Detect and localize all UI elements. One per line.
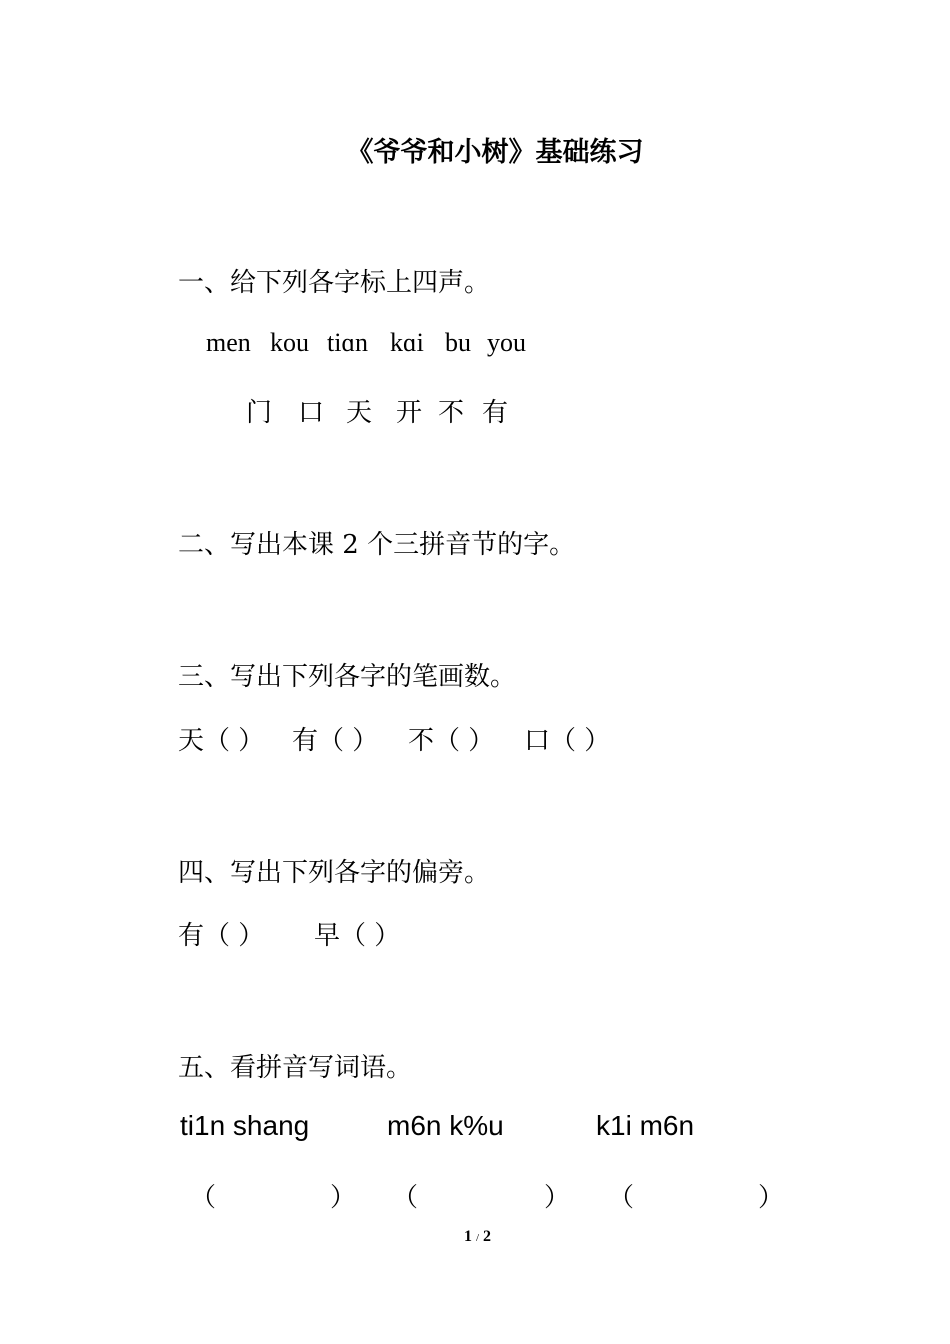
q2-heading: 二、写出本课 2 个三拼音节的字。 bbox=[178, 530, 576, 560]
q3-item-2: 有（ ） bbox=[292, 726, 379, 756]
q1-pinyin-2: kou bbox=[270, 328, 309, 357]
q5-heading: 五、看拼音写词语。 bbox=[178, 1053, 413, 1083]
q5-blank-1-close: ） bbox=[330, 1183, 357, 1213]
q1-pinyin-4: kɑi bbox=[390, 328, 424, 357]
q5-pinyin-2: m6n k%u bbox=[387, 1110, 504, 1141]
page-separator: / bbox=[475, 1232, 480, 1244]
q1-char-1: 门 bbox=[246, 398, 273, 428]
q5-blank-3-open: （ bbox=[608, 1183, 635, 1213]
q3-heading: 三、写出下列各字的笔画数。 bbox=[178, 662, 517, 692]
q4-heading: 四、写出下列各字的偏旁。 bbox=[178, 858, 491, 888]
q1-char-5: 不 bbox=[438, 398, 465, 428]
q1-char-6: 有 bbox=[482, 398, 509, 428]
q3-item-1: 天（ ） bbox=[178, 726, 265, 756]
q1-pinyin-6: you bbox=[487, 328, 526, 357]
q5-pinyin-3: k1i m6n bbox=[596, 1110, 695, 1141]
q5-pinyin-1: ti1n shang bbox=[180, 1110, 310, 1141]
q1-char-3: 天 bbox=[346, 398, 373, 428]
page-number bbox=[0, 1228, 950, 1246]
q1-char-4: 开 bbox=[396, 398, 423, 428]
q1-char-2: 口 bbox=[298, 398, 325, 428]
q5-blank-2-open: （ bbox=[392, 1183, 419, 1213]
q4-item-1: 有（ ） bbox=[178, 921, 265, 951]
q5-blank-3-close: ） bbox=[758, 1183, 785, 1213]
q1-pinyin-1: men bbox=[206, 328, 251, 357]
q5-blank-1-open: （ bbox=[190, 1183, 217, 1213]
page-total: 2 bbox=[483, 1228, 492, 1245]
q1-pinyin-3: tiɑn bbox=[327, 328, 369, 357]
q3-item-3: 不（ ） bbox=[408, 726, 495, 756]
page-title: 《爷爷和小树》基础练习 bbox=[346, 137, 644, 168]
q4-item-2: 早（ ） bbox=[314, 921, 401, 951]
q3-item-4: 口（ ） bbox=[524, 726, 611, 756]
page-current: 1 bbox=[463, 1228, 472, 1245]
q1-heading: 一、给下列各字标上四声。 bbox=[178, 268, 491, 298]
q5-blank-2-close: ） bbox=[544, 1183, 571, 1213]
q1-pinyin-5: bu bbox=[445, 328, 471, 357]
